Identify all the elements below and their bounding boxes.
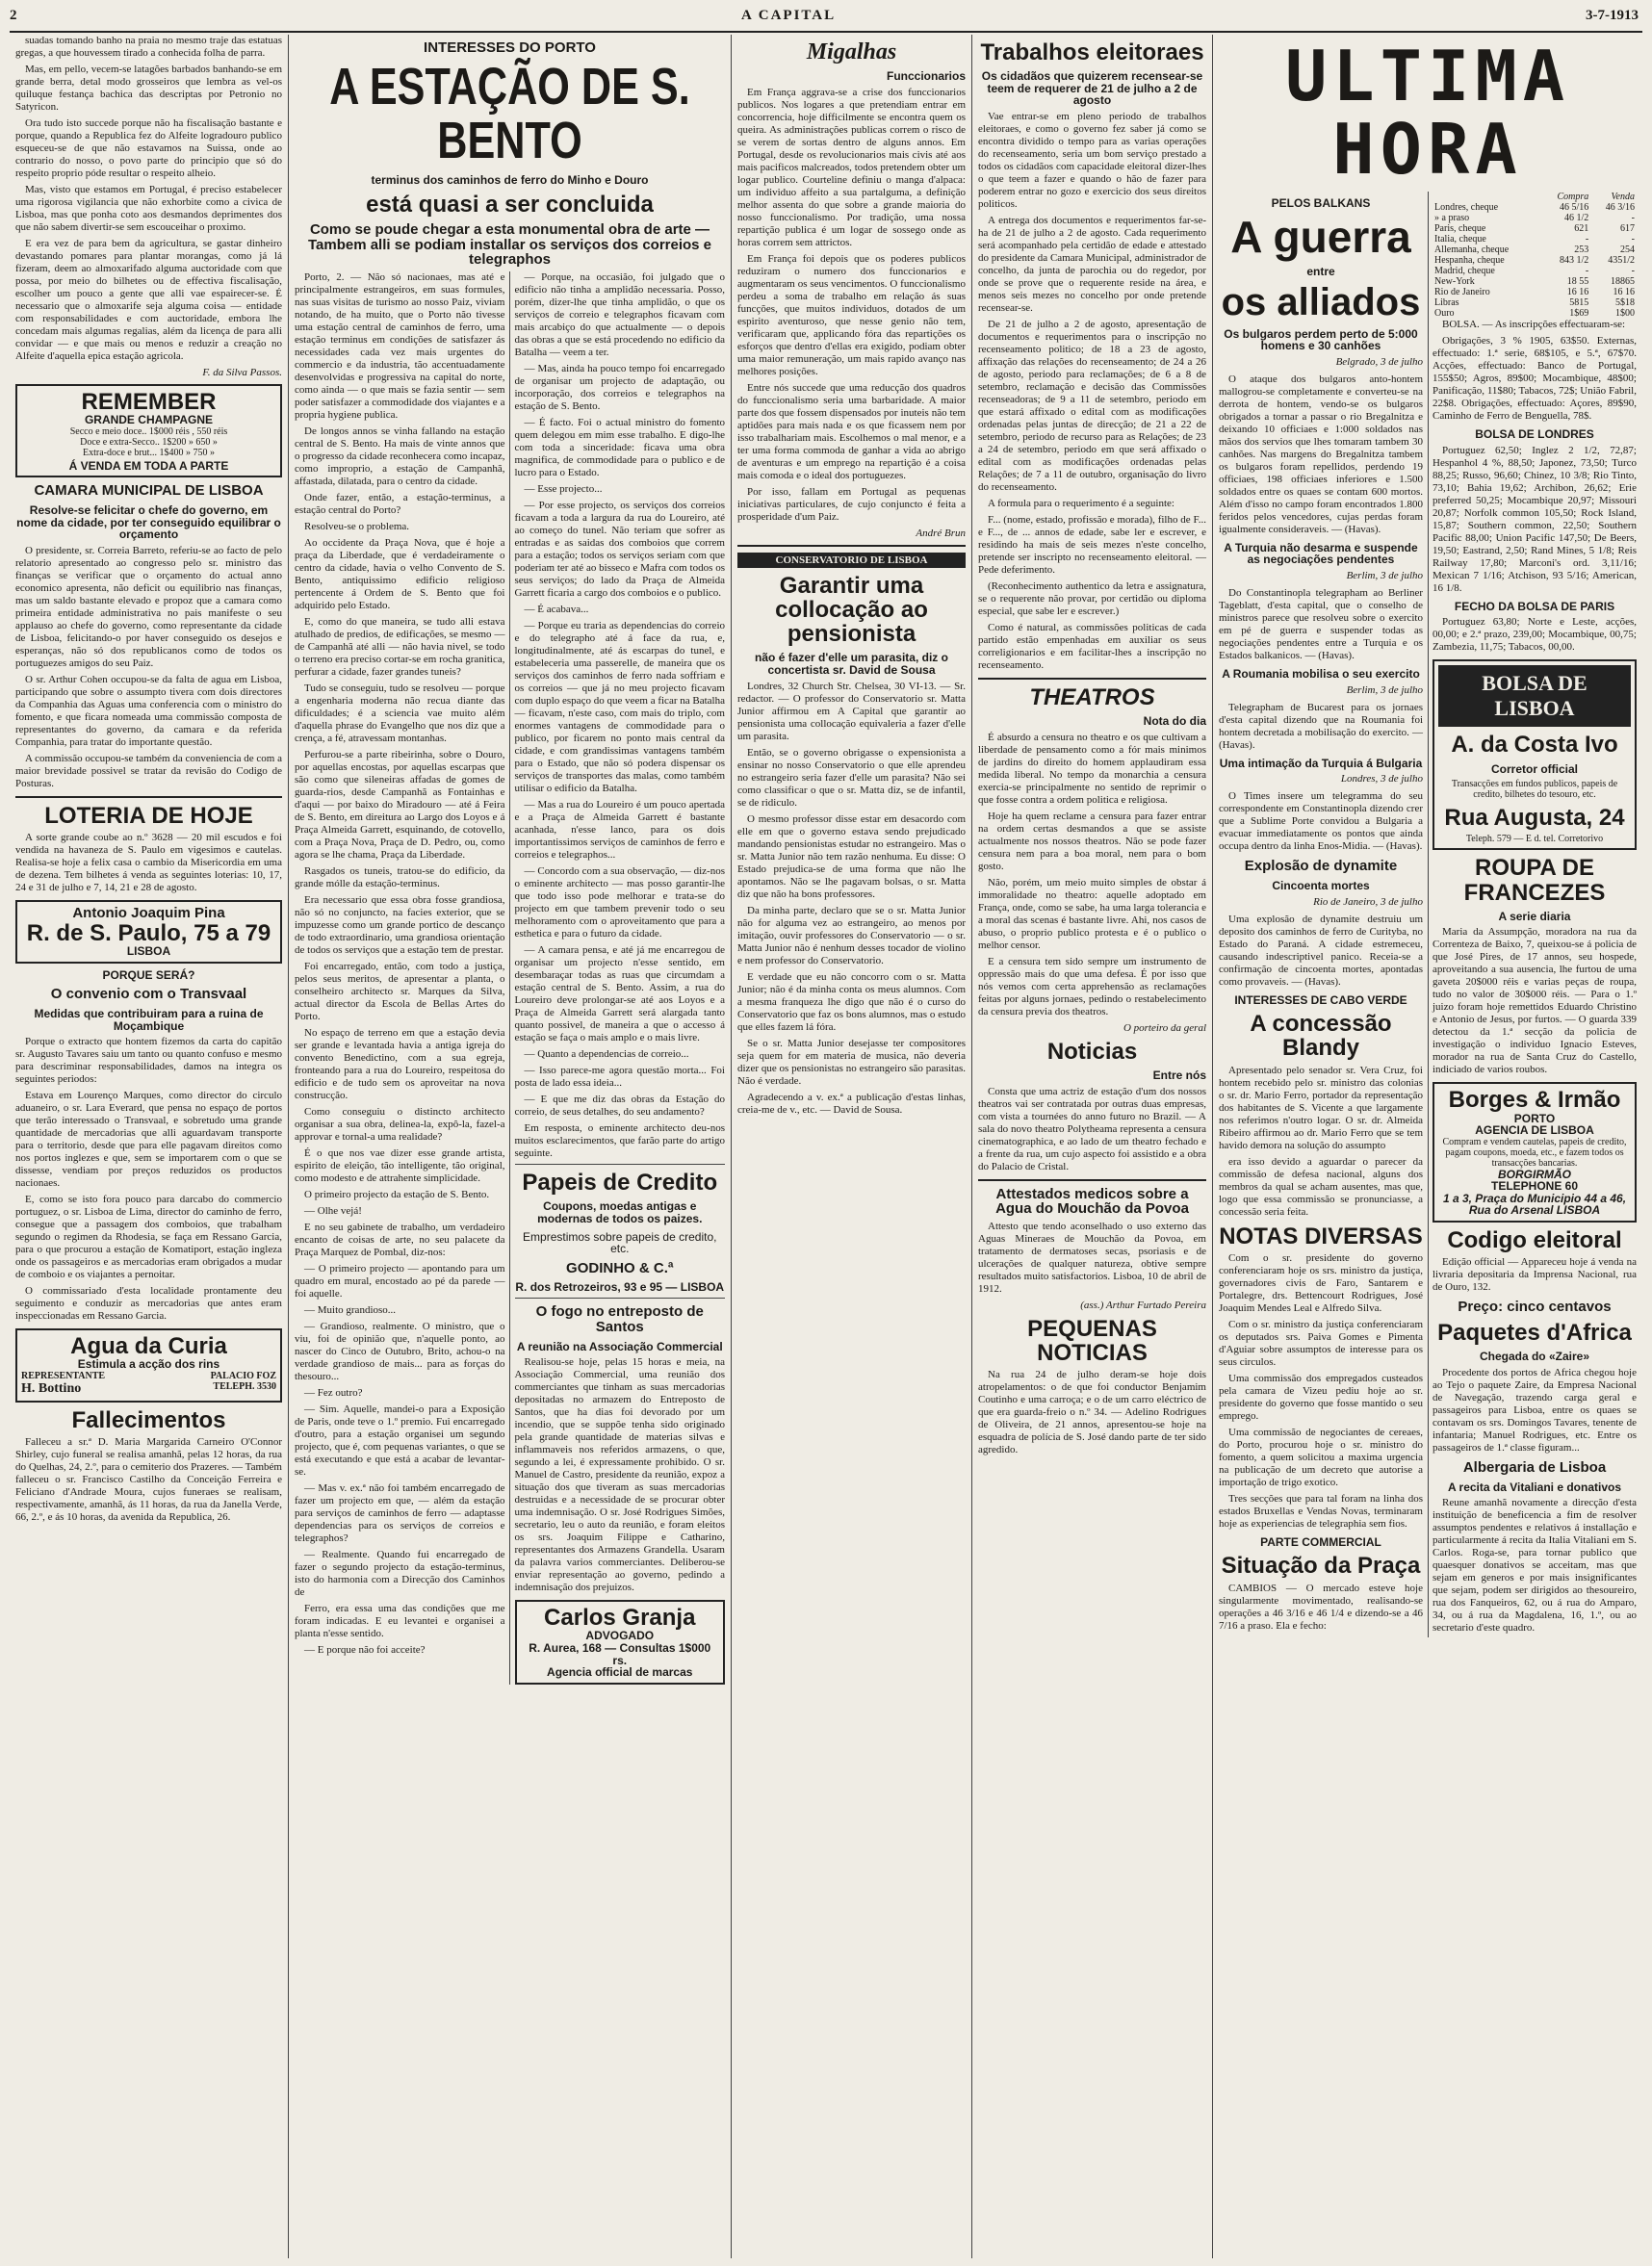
- migalhas-title: Migalhas: [806, 39, 897, 64]
- article-text: Com o sr. presidente do governo conferenciaram hoje os srs. ministro da justiça, governadores civis de Faro, Santarem e Portalegre, drs. Bettencourt Rodrigues, José Joaquim Mendes Leal e Alfredo Silva.: [1219, 1251, 1423, 1314]
- papeis-sub2: Emprestimos sobre papeis de credito, etc.: [523, 1229, 717, 1256]
- table-cell: Hespanha, cheque: [1434, 255, 1505, 267]
- table-row: [1433, 213, 1637, 223]
- article-text: O presidente, sr. Correia Barreto, referiu-se ao facto de pelo relatorio apresentado ao congresso pelo sr. ministro das finanças se verificar que o orçamento do actual anno economico apresenta, não deficit ou equilibrio nas finanças, mas um saldo bastante elevado e propoz que a camara como primeira entidade administrativa no pais manifeste o seu applauso ao chefe do governo, como representante da cidade de Lisboa, felicitando-o por haver conseguido os desejos e esperanças, não só dos republicanos como de todos os portuguezes amigos do seu Paiz.: [15, 544, 282, 669]
- article-text: Apresentado pelo senador sr. Vera Cruz, foi hontem recebido pelo sr. ministro das colonias o sr. dr. Mario Ferro, portador da representação dos habitantes de S. Vicente a que largamente nos referimos n'outro logar. O sr. dr. Almeida Ribeiro affirmou ao dr. Mario Ferro que se tem havido demora na solução do assumpto: [1219, 1064, 1423, 1151]
- dateline: Rio de Janeiro, 3 de julho: [1313, 895, 1423, 908]
- article-text: — Sim. Aquelle, mandei-o para a Exposição de Paris, onde teve o 1.º premio. Fui encarregado d'outro, para a estação organisei um segundo projecto, que é, com pequenas variantes, o que se está executando e que está a acabar de levantar-se.: [295, 1403, 505, 1479]
- article-text: — Quanto a dependencias de correio...: [524, 1048, 689, 1061]
- table-row: [1433, 255, 1637, 266]
- fallecimentos-title: Fallecimentos: [71, 1406, 226, 1433]
- article-text: (Reconhecimento authentico da letra e assignatura, se o requerente não provar, por certidão ou diploma especial, que sabe ler e escrever.): [978, 579, 1206, 617]
- article-text: — Fez outro?: [304, 1387, 363, 1400]
- article-text: Em França foi depois que os poderes publicos reduziram o numero dos funccionarios e augmentaram os seus vencimentos. O funccionalismo perdeu a soma de trabalho em relação ás suas funcções, que muitos individuos, dotados de um espirito aventuroso, que nesse genio não tem, verificaram que, applicando fóra das repartições os esforços que dentro d'ellas era exigido, podiam obter uma maior remuneração, um mais rapido avanço nas melhores posições.: [737, 252, 966, 377]
- article-text: A entrega dos documentos e requerimentos far-se-ha de 21 de julho a 2 de agosto. Cada requerimento será acompanhado pela certidão de edade e attestado do presidente da Camara Municipal, administrador de concelho, da junta de parochia ou do regedor, por onde se prove que o requerente reside na área, e menos seis mezes no concelho por onde pretende recensear-se.: [978, 214, 1206, 314]
- author-signature: André Brun: [916, 527, 966, 539]
- alberg-sub: A recita da Vitaliani e donativos: [1447, 1480, 1622, 1494]
- remember-row: Extra-doce e brut... 1$400 » 750 »: [83, 447, 215, 458]
- migalhas-sub: Funccionarios: [886, 69, 966, 84]
- pina-city: LISBOA: [126, 944, 171, 959]
- paris-title: FECHO DA BOLSA DE PARIS: [1454, 599, 1615, 613]
- borges-tel: TELEPHONE 60: [1490, 1179, 1579, 1194]
- cabo-title: A concessão Blandy: [1250, 1011, 1392, 1062]
- godinho: GODINHO & C.ª: [566, 1259, 674, 1276]
- table-cell: 843 1/2: [1559, 255, 1589, 267]
- article-text: Em resposta, o eminente architecto deu-nos muitos esclarecimentos, que farão parte do artigo seguinte.: [514, 1122, 725, 1160]
- bolsa-ad: [1433, 659, 1637, 850]
- table-cell: 16 16: [1566, 287, 1589, 298]
- table-cell: » a praso: [1434, 213, 1470, 224]
- table-cell: -: [1631, 213, 1635, 224]
- guerra-sub: Os bulgaros perdem perto de 5:000 homens e 30 canhões: [1224, 326, 1418, 353]
- article-text: Hoje ha quem reclame a censura para fazer entrar na ordem certas desmandos a que se assiste actualmente nos nossos theatros. Não se pode fazer censura nem para a boa moral, nem para o bom gosto.: [978, 810, 1206, 872]
- bolsa-ad-name: A. da Costa Ivo: [1451, 732, 1618, 759]
- pina-name: Antonio Joaquim Pina: [72, 905, 225, 922]
- article-text: E, como se isto fora pouco para darcabo do commercio portuguez, o sr. Lisboa de Lima, director do caminho de ferro, consegue que a passagem dos comboios, que trabalham segundo o regimen da Rhodesia, se faça em Ressano Garcia, para o que procurou a estação de Komatiport, estação ingleza onde os passageiros e as mercadorias eram obrigados a mudar de comboio e os viajantes a pernoitar.: [15, 1194, 282, 1281]
- table-cell: New-York: [1434, 276, 1475, 288]
- table-cell: 1$00: [1615, 308, 1635, 320]
- curia-rep: REPRESENTANTE: [21, 1370, 106, 1381]
- bolsa-ad-title: BOLSA DE LISBOA: [1438, 665, 1631, 727]
- bolsa-ad-sub: Corretor official: [1490, 761, 1578, 776]
- theatros-sub: Nota do dia: [1143, 714, 1206, 729]
- roupa-sub: A serie diaria: [1498, 909, 1571, 923]
- page-number: 2: [10, 8, 17, 23]
- article-text: Telegrapham de Bucarest para os jornaes d'esta capital dizendo que na Roumania foi hontem decretada a mobilisação do exercito. — (Havas).: [1219, 701, 1423, 751]
- table-header: [1433, 192, 1541, 202]
- borges-name: Borges & Irmão: [1448, 1087, 1621, 1114]
- article-text: É o que nos vae dizer esse grande artista, espirito de eleição, tão intelligente, tão original, como modesto e de attrahente simplicidade.: [295, 1147, 505, 1185]
- article-text: Maria da Assumpção, moradora na rua da Correnteza de Baixo, 7, queixou-se á policia de que José Pires, de 17 annos, seu hospede, aproveitando a sua ausencia, lhe furtou de uma gaveta 20$000 réis e varias peças de roupa, tudo no valor de 30$000 réis. — Para o 1.º juizo foram hoje remettidos Eduardo Christino e Antonio de Jesus, por furtos. — O guarda 339 detectou da 1.ª secção da policia de investigação o individuo Ignacio Esteves, morador na rua de Santa Cruz do Castello, indiciado de varios roubos.: [1433, 926, 1637, 1076]
- article-text: Tudo se conseguiu, tudo se resolveu — porque a engenharia moderna não recua diante das dificuldades; é a sciencia vae muito além d'aquella phrase do Evangelho que nos diz que a crença, a fé, atravessam montanhas.: [295, 682, 505, 745]
- article-text: — Porque eu traria as dependencias do correio e do telegrapho até á face da rua, e, longitudinalmente, até ás escarpas do tunel, e estabeleceria uma passerelle, de maneira que os serviços dos caminhos de ferro nada soffriam e os correios — que já no meu projecto ficavam com duplo espaço do que veem a ficar na Batalha — ficavam, n'este caso, com mais do triplo, com enormes vantagens de commodidade para o publico, por ficarem no ponto mais central da cidade, e com grandissimas vantagens também para o Estado, que não só podera dispensar os serviços de transportes das malas, como também utilisar o edificio da Batalha.: [514, 620, 725, 795]
- borges-sub: AGENCIA DE LISBOA: [1475, 1123, 1594, 1138]
- article-text: — Realmente. Quando fui encarregado de fazer o segundo projecto da estação-terminus, isto do harmonia com a Direcção dos Caminhos de: [295, 1549, 505, 1599]
- remember-row: Secco e meio doce.. 1$000 réis , 550 réis: [69, 425, 228, 437]
- table-cell: 18 55: [1566, 276, 1589, 288]
- article-text: — Esse projecto...: [524, 483, 603, 496]
- column-1: [10, 35, 289, 2258]
- article-text: Mas, em pello, vecem-se latagões barbados banhando-se em grande berra, detal modo grosseiros que lembra as vel-os quiluque festança bachica das descriptas por Petronio no Satyricon.: [15, 64, 282, 113]
- author-signature: (ass.) Arthur Furtado Pereira: [1080, 1300, 1206, 1312]
- article-text: E, como do que maneira, se tudo alli estava atulhado de predios, de edificações, se mesmo — de Campanhã até alli — não havia nivel, se todo o terreno era preciso cortar-se em rocha granitica, perfurar a cidade, fazer grandes tuneis?: [295, 616, 505, 679]
- article-text: — É facto. Foi o actual ministro do fomento quem delegou em mim esse trabalho. E digo-lhe com toda a sinceridade: ficava uma obra magnifica, de commodidade para o publico e de lucro para o Estado.: [514, 417, 725, 479]
- turquia-title: A Turquia não desarma e suspende as negociações pendentes: [1224, 540, 1418, 567]
- table-row: [1433, 276, 1637, 287]
- newspaper-page: [10, 6, 1642, 2258]
- article-text: E era vez de para bem da agricultura, se gastar dinheiro devastando pomares para plantar morangas, como já lá fizeram, deem ao almoxarifado alguma auctoridade com que possa, por meio do bilhetes ou de effectiva fiscalisação, escolher um pouco a gente que alli vae espairecer-se. É necessario que o almoxarife seja alguma coisa — entidade com responsabilidades e com auctoridade, embora lhe concedam mais algumas regalias, além da licença de para alli convidar — e que mais ou menos e reduzir a creação no Alfeite d'aquella epica estação agricola.: [15, 238, 282, 362]
- trabalhos-title: Trabalhos eleitoraes: [980, 39, 1204, 65]
- table-cell: 46 5/16: [1559, 202, 1589, 214]
- article-text: No espaço de terreno em que a estação devia ser grande e levantada havia a antiga igreja do convento Benedictino, com a sua egreja, fronteando para a rua do Loureiro, respeitosa do edificio e de tudo sem os aproveitar na nova construcção.: [295, 1027, 505, 1102]
- table-row: [1433, 234, 1637, 245]
- article-text: De 21 de julho a 2 de agosto, apresentação de documentos e requerimentos para o inscripção no recenseamento politico; de 18 a 23 de agosto, affixação das relações do recenseamento; de 24 a 26 de agosto, periodo para reclamações; de 6 a 8 de setembro, reclamação e decisão das Commissões recenseadoras; de 9 a 11 de setembro, periodo em que estará affixado o edital com as modificações ordenadas pelas juntas de direcção; de 21 a 22 de setembro, periodo de recurso para as Relações; de 23 a 24 de setembro, periodo em que será affixado o edital com as modificações ordenadas pelas Relações; de 7 a 11 de outubro, organisação do livro do recenseamento.: [978, 318, 1206, 493]
- article-text: Realisou-se hoje, pelas 15 horas e meia, na Associação Commercial, uma reunião dos commerciantes que tinham as suas mercadorias depositadas no armazem do Entreposto de Santos, que ha dias foi devorado por um incendio, que se suppõe tenha sido originado pela grande quantidade de materias silvas e inflammaveis nos referidos armazens, o que, segundo a lei, é expressamente prohibido. O sr. Manuel de Castro, presidente da reunião, expoz a situação dos que tiveram as suas mercadorias destruidas e a necessidade de se procurar obter uma indemnisação. O sr. José Rodrigues Simões, secretario, leu o auto da reunião, e foram eleitos os srs. Joaquim Filippe e Catharino, representantes dos Armazens Grandella. Usaram da palavra varios commerciantes. Deliberou-se enviar representação ao governo, pedindo a indemnisação dos prejuizos.: [514, 1356, 725, 1594]
- article-text: — O primeiro projecto — apontando para um quadro em mural, encostado ao pé da parede — foi aquelle.: [295, 1263, 505, 1300]
- remember-sub: GRANDE CHAMPAGNE: [84, 413, 214, 427]
- article-text: Obrigações, 3 % 1905, 63$50. Externas, effectuado: 1.ª serie, 68$105, e 5.ª, 67$70. Acções, effectuado: Banco de Portugal, 155$50; Agros, 89$00; Mocambique, 48$00; Panificação, 11$80; Tabacos, 72$; União Fabril, 22$8. Obrigações, effectuado: Açores, 89$90, Caminho de Ferro de Benguella, 78$.: [1433, 335, 1637, 423]
- article-text: — Mas v. ex.ª não foi também encarregado de fazer um projecto em que, — além da estação para serviços de caminhos de ferro — adaptasse dependencias para os serviços de correios e telegraphos?: [295, 1482, 505, 1545]
- article-text: BOLSA. — As inscripções effectuaram-se:: [1442, 319, 1626, 331]
- article-text: O mesmo professor disse estar em desacordo com elle em que o governo estava sendo prejudicado mandando pensionistas estudar no estrangeiro. Mas o sr. Matta Junior não tem razão nenhuma. Eu disse: O Estado prejudica-se de uma forma que não lhe apontamos. Não se lhe pagavam bolsas, o sr. Matta diz que não ha bons professores.: [737, 812, 966, 900]
- table-row: [1433, 202, 1637, 213]
- table-cell: Londres, cheque: [1434, 202, 1499, 214]
- article-body: [295, 271, 725, 1685]
- borges-city: PORTO: [1513, 1111, 1556, 1125]
- article-text: Se o sr. Matta Junior desejasse ter compositores seja quem for em materia de musica, não deveria dizer que os pensionistas no estrangeiro são parasitas. Não é verdade.: [737, 1037, 966, 1087]
- table-row: [1433, 308, 1637, 319]
- article-text: Mas, visto que estamos em Portugal, é preciso estabelecer uma rigorosa vigilancia que não exhorbite como a civica de Lisboa, mas que ponha coto aos desmandos deprimentes dos que não sabem divertir-se sem escouceihar o proximo.: [15, 184, 282, 233]
- headline: A ESTAÇÃO DE S. BENTO: [329, 57, 690, 170]
- borges-text: Compram e vendem cautelas, papeis de credito, pagam coupons, moeda, etc., e fazem todos os transacções bancarias.: [1442, 1136, 1627, 1169]
- article-text: era isso devido a aguardar o parecer da commissão de defesa nacional, alguns dos membros da qual se acham ausentes, mas que, logo que essa commissão se pronunciasse, a concessão seria feita.: [1219, 1155, 1423, 1218]
- article-text: O Times insere um telegramma do seu correspondente em Constantinopla dizendo crer que a Sublime Porte convidou a Bulgaria a evacuar immediatamente os pontos que ainda occupa dentro da linha Enos-Midia. — (Havas).: [1219, 790, 1423, 853]
- transvaal-title: O convenio com o Transvaal: [50, 986, 247, 1003]
- article-text: — Porque, na occasião, foi julgado que o edificio não tinha a amplidão necessaria. Posso, porém, dizer-lhe que tinha amplidão, o que os serviços de correio e telegraphos ficavam com mais arcabiço do que actualmente — o depois das obras a que se está procedendo no edificio da Batalha — veem a ter.: [514, 271, 725, 359]
- guerra-entre: entre: [1306, 265, 1335, 279]
- article-text: Ora tudo isto succede porque não ha fiscalisação bastante e porque, quando a Republica fez do Alfeite logradouro publico esqueceu-se de que não estavamos na Suissa, onde ao contrario do nosso, o povo parte do principio que só do respeito proprio póde resultar o respeito alheio.: [15, 117, 282, 179]
- column-2: [289, 35, 732, 2258]
- table-cell: -: [1585, 234, 1589, 245]
- article-text: Procedente dos portos de Africa chegou hoje ao Tejo o paquete Zaire, da Empresa Nacional de Navegação, trazendo carga geral e passageiros para Lisboa, entre os quaes se contavam os srs. Domingos Tavares, tenente de infantaria; Manuel Rodrigues, etc. Entre os passageiros de 1.ª classe figuram...: [1433, 1366, 1637, 1454]
- article-text: Londres, 32 Church Str. Chelsea, 30 VI-13. — Sr. redactor. — O professor do Conservatorio sr. Matta Junior affirmou em A Capital que garantir ao pensionista uma collocação equivaleria a fazer d'elle um parasita.: [737, 680, 966, 742]
- santos-title: O fogo no entreposto de Santos: [535, 1303, 704, 1335]
- granja-sub: ADVOGADO: [585, 1629, 655, 1643]
- issue-date: 3-7-1913: [1586, 8, 1639, 23]
- article-text: Onde fazer, então, a estação-terminus, a estação central do Porto?: [295, 492, 505, 517]
- column-5: [1213, 35, 1642, 2258]
- table-row: [1433, 287, 1637, 297]
- dateline: Belgrado, 3 de julho: [1335, 355, 1423, 368]
- table-cell: 4351/2: [1608, 255, 1635, 267]
- article-text: Como é natural, as commissões politicas de cada partido estão empenhadas em auxiliar os seus correligionarios e em facilitar-lhes a inscripção no recenseamento.: [978, 621, 1206, 671]
- author-signature: O porteiro da geral: [1123, 1021, 1206, 1034]
- table-header: Compra: [1557, 192, 1589, 203]
- article-text: A sorte grande coube ao n.º 3628 — 20 mil escudos e foi vendida na havaneza de S. Paulo em vigesimos e cautelas. Realisa-se hoje a felix casa o cambio da Misericordia em uma de dezena. Tem bilhetes á venda as seguintes loterias: 10, 17, 24 e 31 de julho e 7, 14, 21 e 28 de agosto.: [15, 832, 282, 894]
- borges-addr2: 1 a 3, Praça do Municipio 44 a 46, Rua do Arsenal LISBOA: [1442, 1191, 1627, 1218]
- article-text: A commissão occupou-se também da conveniencia de com a maior brevidade possivel se tratar da revisão do Codigo de Posturas.: [15, 752, 282, 789]
- pina-ad: [15, 900, 282, 964]
- table-header: Venda: [1611, 192, 1635, 203]
- granja-ad: [515, 1600, 726, 1685]
- curia-addr: PALACIO FOZ: [210, 1370, 276, 1381]
- roupa-title: ROUPA DE FRANCEZES: [1463, 855, 1606, 906]
- guerra-head: A guerra: [1230, 211, 1411, 262]
- ultima-hora-title: ULTIMA HORA: [1284, 36, 1571, 190]
- article-text: — Por esse projecto, os serviços dos correios ficavam a toda a largura da rua do Loureiro, até ao começo do tunel. Não teriam que sofrer as entradas e as saidas dos comboios que correm para a estação; todos os serviços seriam com que poderiam ter até ao bisseco e Mafra com todos os seus serviços; do lado da Praça de Almeida Garrett ficaria a cargo dos comboios e o publico.: [514, 500, 725, 600]
- table-cell: 46 3/16: [1605, 202, 1635, 214]
- article-text: Foi encarregado, então, com todo a justiça, pelos seus meritos, de apresentar a planta, o conselheiro architecto sr. Marques da Silva, actual director da Escola de Bellas Artes do Porto.: [295, 961, 505, 1023]
- article-text: Portuguez 63,80; Norte e Leste, acções, 00,00; e 2.ª prazo, 239,00; Mocambique, 00,75; Zambezia, 11,75; Tabacos, 00,00.: [1433, 616, 1637, 654]
- article-text: Então, se o governo obrigasse o expensionista a ensinar no nosso Conservatorio o que elle aprendeu no estrangeiro seria fazer d'elle um parasita? Não sei como classificar o que o sr. Matta diz, se de infantil, se de ridiculo.: [737, 746, 966, 809]
- curia-name: H. Bottino: [21, 1380, 82, 1396]
- table-row: [1433, 245, 1637, 255]
- article-text: CAMBIOS — O mercado esteve hoje singularmente movimentado, realisando-se operações a 46 3/16 e 46 1/4 e dizendo-se a 46 7/16 a praso. Ela e fecho:: [1219, 1582, 1423, 1632]
- table-row: [1433, 266, 1637, 276]
- situacao-kicker: PARTE COMMERCIAL: [1260, 1534, 1381, 1549]
- bolsa-ad-tel: Teleph. 579 — E d. tel. Corretorivo: [1465, 834, 1604, 845]
- granja-addr: R. Aurea, 168 — Consultas 1$000 rs.: [529, 1640, 711, 1667]
- theatros-title: THEATROS: [1029, 683, 1155, 710]
- balkans-kicker: PELOS BALKANS: [1271, 196, 1371, 211]
- article-text: — Isso parece-me agora questão morta... Foi posta de lado essa ideia...: [514, 1065, 725, 1090]
- cabo-kicker: INTERESSES DE CABO VERDE: [1234, 992, 1407, 1007]
- curia-tel: TELEPH. 3530: [213, 1380, 276, 1392]
- article-text: Tres secções que para tal foram na linha dos estados Bruxellas e Vendas Novas, terminaram hoje as experiencias de telegraphia sem fios.: [1219, 1492, 1423, 1530]
- article-text: Como conseguiu o distincto architecto organisar a sua obra, delinea-la, expô-la, fazel-a approvar e tornal-a uma realidade?: [295, 1106, 505, 1144]
- article-text: — Mas a rua do Loureiro é um pouco apertada e a Praça de Almeida Garrett é bastante acanhada, n'esse lanco, para os dois importantissimos serviços de caminhos de ferro e correios e telegraphos...: [514, 799, 725, 862]
- article-text: — É acabava...: [524, 604, 589, 616]
- article-text: — E porque não foi acceite?: [304, 1644, 426, 1657]
- article-text: Edição official — Appareceu hoje á venda na livraria depositaria da Imprensa Nacional, rua de Ouro, 132.: [1433, 1256, 1637, 1294]
- curia-sub: Estimula a acção dos rins: [77, 1357, 220, 1372]
- godinho-addr: R. dos Retrozeiros, 93 e 95 — LISBOA: [515, 1280, 725, 1295]
- article-text: Porque o extracto que hontem fizemos da carta do capitão sr. Augusto Tavares saiu um tanto ou quanto confuso e mesmo para descriminar responsabilidades, damos na integra os seguintes periodos:: [15, 1036, 282, 1086]
- article-text: Ao occidente da Praça Nova, que é hoje a praça da Liberdade, que é verdadeiramente o centro da cidade, havia o velho Convento de S. Bento, antiquissimo edificio religioso pertencente á Ordem de S. Bento que foi adquirido pelo Estado.: [295, 537, 505, 612]
- noticias-title: Noticias: [1046, 1038, 1138, 1065]
- codigo-price: Preço: cinco centavos: [1458, 1299, 1612, 1316]
- camara-title: CAMARA MUNICIPAL DE LISBOA: [34, 482, 264, 500]
- granja-title: Carlos Granja: [544, 1605, 696, 1632]
- article-text: Perfurou-se a parte ribeirinha, sobre o Douro, por aquellas encostas, por aquellas escarpas que são como que sileneiras affadas de gomes de guarda-rios, desde Campanhã as Fontainhas e d'aqui — por baixo do Miradouro — até á Feira de S. Bento, em direitura ao Largo dos Loyos e á Praça Almeida Garrett, esquinando, de cotovello, com a Praça Nova, Praça de D. Pedro, ou, como agora se lhe chama, Praça da Liberdade.: [295, 749, 505, 862]
- column-4: [972, 35, 1213, 2258]
- cambio-table: [1433, 192, 1637, 319]
- borges-addr: BORGIRMÃO: [1498, 1167, 1571, 1181]
- article-text: Com o sr. ministro da justiça conferenciaram os deputados srs. Paiva Gomes e Pimenta d'Aguiar sobre assumptos de interesse para os seus circulos.: [1219, 1318, 1423, 1368]
- article-text: Portuguez 62,50; Inglez 2 1/2, 72,87; Hespanhol 4 %, 88,50; Japonez, 73,50; Turco 88,25; Russo, 96,60; Chinez, 10 3/8; Rio Tinto, 73,10; Bahia 19,62; Archibon, 26,62; Erie preferred 50,25; Mocambique 20,97; Missouri 20,87; Norfolk common 105,50; Rock Island, 15,87; Southern common, 22,50; Southern Pacific 88,00; Union Pacific 147,50; De Beers, 19,50; Eastrand, 2,50; Rand Mines, 5 1/8; Reis Railway 17,80; Marconi's ord. 3,11/16; Mexican 7 1/16; Atchison, 93 5/16; American, 16 1/8.: [1433, 444, 1637, 594]
- article-text: Agradecendo a v. ex.ª a publicação d'estas linhas, creia-me de v., etc. — David de Sousa.: [737, 1091, 966, 1116]
- article-text: Em França aggrava-se a crise dos funccionarios publicos. Nos logares a que pretendiam entrar em concorrencia, hoje difficilmente se encontra quem os queira. As administrações publicas correm o risco de se verem de sortas dentro de alguns annos. Em Portugal, desde os revolucionarios mais civis até aos mais pacificos malcreados, todos pretendem obter um logar publico. Courteline definiu o manga d'alpaca: um individuo affeito a sua partalguma, a definição melhor assenta do que sobre a grande maioria do nosso funccionalismo. Por tradição, uma nossa repartição publica é um logar de sossego onde as horas correm sem attrictos.: [737, 86, 966, 248]
- table-cell: 46 1/2: [1563, 213, 1589, 224]
- article-text: Uma explosão de dynamite destruiu um deposito dos caminhos de ferro de Curityba, no Estado do Paraná. A cidade estremeceu, causando indescriptivel panico. Receia-se a confirmação de cincoenta mortes, apontadas como provaveis. — (Havas).: [1219, 913, 1423, 988]
- article-text: A formula para o requerimento é a seguinte:: [988, 497, 1174, 509]
- explosao-sub: Cincoenta mortes: [1272, 878, 1370, 892]
- codigo-title: Codigo eleitoral: [1447, 1227, 1622, 1254]
- table-cell: 254: [1620, 245, 1635, 256]
- table-cell: -: [1585, 266, 1589, 277]
- situacao-title: Situação da Praça: [1221, 1553, 1421, 1580]
- article-text: Rasgados os tuneis, tratou-se do edificio, da grande mólle da estação-terminus.: [295, 865, 505, 890]
- article-text: Vae entrar-se em pleno periodo de trabalhos eleitoraes, e como o governo fez saber já como se encontra dividido o tempo para as varias operações do recenseamento, seria um bom serviço prestado a todos os cidadãos com capacidade eleitoral dizer-lhes o que teem a fazer e quando o hão de fazer para poderem entrar no gozo e exercicio dos seus direitos politicos.: [978, 110, 1206, 210]
- santos-sub: A reunião na Associação Commercial: [516, 1339, 723, 1353]
- article-text: É absurdo a censura no theatro e os que cultivam a liberdade de pensamento como a fór mais minimos de jardins do direito do homem applaudiram essa medida liberal. No tempo da monarchia a censura exercia-se principalmente no sentido de reprimir o que fosse contra a ordem politica e religiosa.: [978, 731, 1206, 806]
- porque-label: PORQUE SERÁ?: [102, 967, 195, 982]
- article-text: — Grandioso, realmente. O ministro, que o viu, foi de opinião que, n'aquelle ponto, ao nascer do Cinco de Outubro, Brito, achou-o na verdade grandioso de mais... para as forças do thesouro...: [295, 1321, 505, 1383]
- article-text: Na rua 24 de julho deram-se hoje dois atropelamentos: o de que foi conductor Benjamim Coutinho e uma carroça; e o de um carro eléctrico de que era guarda-freio o n.º 34. — Adelino Rodrigues de Oliveira, de 21 annos, apresentou-se hoje na esquadra de polícia de S. José dando parte de ter sido agredido.: [978, 1369, 1206, 1456]
- loteria-title: LOTERIA DE HOJE: [44, 802, 253, 829]
- article-text: Não, porém, um meio muito simples de obstar á immoralidade no theatro: aquelle adoptado em França, onde, como se sabe, ha uma larga tolerancia e a moral das scenas é bastante livre. Ahi, nos casos de abuso, o proprio publico protesta e é o publico o melhor censor.: [978, 876, 1206, 951]
- intim-title: Uma intimação da Turquia á Bulgaria: [1219, 756, 1423, 770]
- article-text: Consta que uma actriz de estação d'um dos nossos theatros vai ser contratada por outras duas empresas, com vista a tournées do anno futuro no Brazil. — A sala do novo theatro Polytheama representa a censura cinematographica, e ao lado de um theatro fechado e a frente da rua, um cujo aspecto foi assistido e a obra do Palacio de Cristal.: [978, 1085, 1206, 1172]
- kicker: INTERESSES DO PORTO: [424, 39, 596, 56]
- article-text: Porto, 2. — Não só nacionaes, mas até e principalmente estrangeiros, em suas formules, nas suas visitas de turismo ao nosso Paiz, viviam notando, de ha muito, que o Porto não tivesse uma estação central de caminhos de ferro, uma estação terminus em condições de satisfazer ás necessidades cada vez mais urgentes do commercio e da industria, tão accentuadamente desenvolvidas e progressiva na capital do norte, como ainda — o que mais se fazia sentir — sem poder satisfazer a commodidade dos viajantes e a propria hygiene publica.: [295, 271, 505, 422]
- article-text: suadas tomando banho na praia no mesmo traje das estatuas gregas, a que houvessem tirado a conhecida folha de parra.: [15, 35, 282, 59]
- paq-sub: Chegada do «Zaire»: [1479, 1350, 1590, 1364]
- article-text: — Muito grandioso...: [304, 1304, 397, 1317]
- notas-title: NOTAS DIVERSAS: [1219, 1223, 1423, 1249]
- table-cell: Paris, cheque: [1434, 223, 1486, 235]
- camara-subtitle: Resolve-se felicitar o chefe do governo, em nome da cidade, por ter conseguido equilibrar o orçamento: [16, 503, 281, 542]
- granja-foot: Agencia official de marcas: [547, 1665, 693, 1680]
- remember-row: Doce e extra-Secco.. 1$200 » 650 »: [80, 436, 218, 448]
- dateline: Berlim, 3 de julho: [1346, 570, 1423, 582]
- article-text: Ferro, era essa uma das condições que me foram indicadas. E eu levantei e organisei a planta n'esse sentido.: [295, 1603, 505, 1640]
- curia-title: Agua da Curia: [70, 1333, 227, 1360]
- article-text: E a censura tem sido sempre um instrumento de oppressão mais do que uma defesa. É por isso que nós vemos com certa apprehensão as reclamações feitas por alguns jornaes, pedindo o restabelecimento da censura previa dos theatros.: [978, 955, 1206, 1017]
- deck: está quasi a ser concluida: [366, 191, 654, 218]
- article-text: Da minha parte, declaro que se o sr. Matta Junior não for alguma vez ao estrangeiro, ao menos por imitação, ouvir professores do Conservatorio — o sr. Matta Junior não é nenhum desses tocador de violino e nem professor do Conservatorio.: [737, 904, 966, 966]
- table-cell: 5$18: [1615, 297, 1635, 309]
- bolsa-ad-addr: Rua Augusta, 24: [1444, 805, 1625, 832]
- article-text: O sr. Arthur Cohen occupou-se da falta de agua em Lisboa, participando que sobre o assumpto tivera com dois directores da Companhia das Aguas uma conferencia com o ministro do fomento, e que ficara nomeada uma commissão composta de representantes do governo, da camara e da referida Companhia, para tratar do importante questão.: [15, 673, 282, 748]
- table-cell: -: [1631, 266, 1635, 277]
- papeis-sub: Coupons, moedas antigas e modernas de todos os paizes.: [537, 1199, 703, 1225]
- paq-title: Paquetes d'Africa: [1437, 1320, 1632, 1346]
- article-text: De longos annos se vinha fallando na estação central de S. Bento. Ha mais de vinte annos que o progresso da cidade reconhecera como incapaz, como improprio, a estação de Campanhã, affastada, dilatada, para o centro da cidade.: [295, 425, 505, 488]
- trabalhos-sub: Os cidadãos que quizerem recensear-se teem de requerer de 21 de julho a 2 de agosto: [981, 69, 1203, 108]
- author-signature: F. da Silva Passos.: [202, 367, 282, 378]
- article-text: Reune amanhã novamente a direcção d'esta instituição de beneficencia a fim de resolver assumptos pendentes e relativos á installação e particularmente á recita da Italia Vitaliani em S. Carlos. Roga-se, para tornar publico que quaesquer donativos se acceitam, mas que sejam em generos e por mais insignificantes que sejam, podem ser dirigidos ao thesoureiro, rua dos Fanqueiros, 62, ou á rua do Amparo, 34, ou á rua da Magdalena, 16, 1.º, ou ao secretario d'este quadro.: [1433, 1497, 1637, 1635]
- article-text: Falleceu a sr.ª D. Maria Margarida Carneiro O'Connor Shirley, cujo funeral se realisa amanhã, pelas 12 horas, da rua do Quelhas, 24, 2.º, para o cemiterio dos Prazeres. — Também falleceu o sr. Francisco Castilho da Conceição Ferreira e Feliciano d'Andrade Moura, cujos funeraes se realisam, respectivamente, amanhã, ás 11 horas, da rua da Janella Verde, 66, 2.º, e ás 10 horas, da avenida da Republica, 26.: [15, 1436, 282, 1524]
- table-cell: Ouro: [1434, 308, 1455, 320]
- article-text: O ataque dos bulgaros anto-hontem mallogrou-se completamente e converteu-se na derrota de hontem, vendo-se os bulgaros obrigados a tornar a passar o rio Bregalnitza e deixando 10 officiaes e 1:000 soldados nas mãos dos servios que lhes tomaram tambem 30 canhões. Nas margens do Bregalnitza tambem os bulgaros foram repellidos, perdendo 19 officiaes, 198 officiaes inferiores e 1.500 soldados entre os quaes se contam 600 mortos. Além d'isso no campo foram encontrados 1.800 feridos pelos vencedores, cujas perdas foram igualmente consideraveis. — (Havas).: [1219, 373, 1423, 535]
- column-3: [732, 35, 972, 2258]
- attest-title: Attestados medicos sobre a Agua do Mouchão da Povoa: [995, 1185, 1189, 1218]
- romania-title: A Roumania mobilisa o seu exercito: [1222, 667, 1420, 682]
- remember-foot: Á VENDA EM TODA A PARTE: [68, 458, 229, 473]
- borges-ad: [1433, 1082, 1637, 1223]
- article-text: — Mas, ainda ha pouco tempo foi encarregado de organisar um projecto de adaptação, ou incorporação, dos correios e telegraphos na estação de S. Bento.: [514, 363, 725, 413]
- curia-ad: [15, 1328, 282, 1403]
- londres-title: BOLSA DE LONDRES: [1475, 427, 1594, 442]
- article-text: Era necessario que essa obra fosse grandiosa, não só no conjuncto, na facies exterior, que se impuzesse como um grande portico de descanço de todo extraordinario, uma grandiosa orientação de todos os serviços que a estação tem de prestar.: [295, 894, 505, 957]
- peq-title: PEQUENAS NOTICIAS: [1027, 1316, 1157, 1367]
- dateline: Londres, 3 de julho: [1340, 773, 1423, 785]
- table-cell: 1$69: [1569, 308, 1589, 320]
- article-text: F... (nome, estado, profissão e morada), filho de F... e F..., de ... annos de edade, sabe ler e escrever, e residindo ha mais de seis mezes n'este concelho, pretende ser inscripto no recenseamento eleitoral. — Pede deferimento.: [978, 513, 1206, 576]
- table-cell: 621: [1574, 223, 1589, 235]
- article-text: Entre nós succede que uma reducção dos quadros do funccionalismo seria uma barbaridade. A maior parte dos que fossem dispensados por inuteis não tem aptidões para mais nada e os que ficassem nem por isso trabalhariam mais. Escolhemos o mal menor, e a ter uma forma commoda de ganhar a vida ao abrigo de aventuras e um emprego na repartição é a coisa mais comoda e o ideal dos portuguezes.: [737, 381, 966, 481]
- page-header: [10, 6, 1642, 33]
- article-text: E verdade que eu não concorro com o sr. Matta Junior; não é da minha conta os meus alumnos. Com a mesma franqueza lhe digo que não é o curso do Conservatorio que faz os bons alumnos, mas o estudo que elles fazem lá fóra.: [737, 970, 966, 1033]
- article-text: Uma commissão de negociantes de cereaes, do Porto, procurou hoje o sr. ministro do fomento, a quem solicitou a maxima urgencia na publicação de um decreto que autorise a importação de trigo exotico.: [1219, 1426, 1423, 1488]
- alberg-title: Albergaria de Lisboa: [1462, 1458, 1607, 1476]
- transvaal-subtitle: Medidas que contribuiram para a ruina de Moçambique: [34, 1006, 264, 1033]
- remember-title: REMEMBER: [81, 389, 217, 415]
- paper-name: A CAPITAL: [741, 8, 837, 23]
- noticias-sub: Entre nós: [1152, 1068, 1206, 1082]
- guerra-alliados: os alliados: [1221, 280, 1421, 323]
- table-row: [1433, 223, 1637, 234]
- deck: terminus dos caminhos de ferro do Minho e Douro: [371, 173, 649, 188]
- table-cell: 18865: [1611, 276, 1635, 288]
- dateline: Berlim, 3 de julho: [1346, 683, 1423, 696]
- article-text: Estava em Lourenço Marques, como director do circulo aduaneiro, o sr. Lara Everard, que pensa no espaço de portos que terão interessado o Transvaal, e sobretudo uma grande quantidade de mercadorias que alli aguardavam transporte para o territorio, desde que para elle pagavam direitos como nos portos inglezes e que, sem se importarem com o que se dissesse, vendiam por preços reduzidos os productos nacionaes.: [15, 1090, 282, 1190]
- pina-address: R. de S. Paulo, 75 a 79: [26, 919, 271, 946]
- article-text: — Concordo com a sua observação, — diz-nos o eminente architecto — mas posso garantir-lhe que todo isso pode melhorar e trata-se do projecto em que tambem prevenir todo o seu melhoramento com o aproveitamento que para a esthetica e para o futuro da cidade.: [514, 865, 725, 940]
- article-text: Attesto que tendo aconselhado o uso externo das Aguas Mineraes de Mouchão da Povoa, em tratamento de dermatoses secas, psoriasis e de ulcerações de qualquer natureza, obtive sempre resultados muito satisfactorios. Lisboa, 10 de abril de 1912.: [978, 1221, 1206, 1296]
- table-cell: Rio de Janeiro: [1434, 287, 1490, 298]
- article-text: Uma commissão dos empregados custeados pela camara de Vizeu pediu hoje ao sr. presidente do governo que fosse mantido o seu emprego.: [1219, 1372, 1423, 1422]
- remember-ad: [15, 384, 282, 477]
- deck: Como se poude chegar a esta monumental obra de arte — Tambem alli se podiam installar os serviços dos correios e telegraphos: [307, 220, 712, 269]
- table-cell: 253: [1574, 245, 1589, 256]
- article-text: — A camara pensa, e até já me encarregou de organisar um projecto n'esse sentido, em desembaraçar todas as ruas que circumdam a estação central de S. Bento. Assim, a rua do Loureiro deve prolongar-se até aos Loyos e a Praça de Almeida Garrett será alargada tanto quanto possivel, de maneira a que o accesso á estação se faça o mais amplo e o mais livre.: [514, 944, 725, 1044]
- article-text: Resolveu-se o problema.: [304, 521, 410, 533]
- article-text: E no seu gabinete de trabalho, um verdadeiro encanto de coisas de arte, no seu palacete da Praça Marquez de Pombal, diz-nos:: [295, 1222, 505, 1259]
- explosao-title: Explosão de dynamite: [1244, 858, 1398, 875]
- table-cell: 5815: [1569, 297, 1589, 309]
- table-cell: Madrid, cheque: [1434, 266, 1495, 277]
- table-cell: 16 16: [1613, 287, 1635, 298]
- papeis-title: Papeis de Credito: [522, 1170, 718, 1197]
- conserv-kicker: CONSERVATORIO DE LISBOA: [737, 553, 966, 568]
- table-cell: Italia, cheque: [1434, 234, 1486, 245]
- conserv-title: Garantir uma collocação ao pensionista: [775, 572, 928, 648]
- article-text: O primeiro projecto da estação de S. Bento.: [304, 1189, 490, 1201]
- table-cell: 617: [1620, 223, 1635, 235]
- table-row: [1433, 297, 1637, 308]
- article-text: Por isso, fallam em Portugal as pequenas iniciativas particulares, de cujo conjuncto é feita a prosperidade d'um Paiz.: [737, 485, 966, 523]
- article-text: — E que me diz das obras da Estação do correio, de seus detalhes, do seu andamento?: [514, 1094, 725, 1119]
- article-text: O commissariado d'esta localidade prontamente deu seguimento e conduzir as mercadorias que antes eram inspeccionadas em Ressano Garcia.: [15, 1285, 282, 1323]
- article-text: Do Constantinopla telegrapham ao Berliner Tageblatt, d'esta capital, que o conselho de ministros parece que resolveu sobre o exercito em pé de guerra e suspender todas as negociações pendentes entre a Turquia e os Estados balkanicos. — (Havas).: [1219, 587, 1423, 662]
- table-cell: Allemanha, cheque: [1434, 245, 1510, 256]
- table-cell: Libras: [1434, 297, 1459, 309]
- table-cell: -: [1631, 234, 1635, 245]
- conserv-sub: não é fazer d'elle um parasita, diz o concertista sr. David de Sousa: [755, 651, 948, 677]
- bolsa-ad-text: Transacções em fundos publicos, papeis de credito, bilhetes do tesouro, etc.: [1451, 779, 1618, 801]
- article-text: — Olhe vejá!: [304, 1205, 362, 1218]
